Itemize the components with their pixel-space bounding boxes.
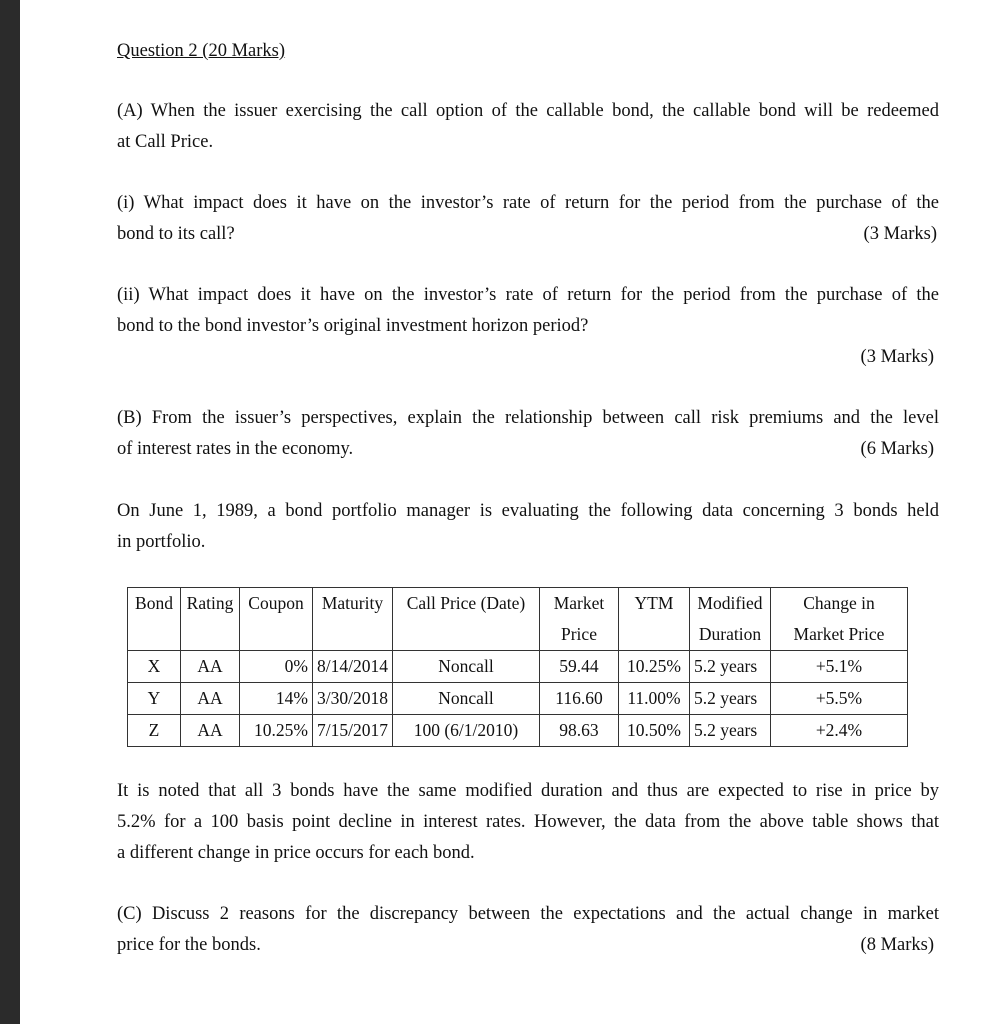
header-call-price: Call Price (Date) bbox=[392, 588, 539, 620]
part-c-line-2: price for the bonds. bbox=[117, 935, 261, 955]
cell-rating: AA bbox=[181, 651, 240, 683]
part-a-ii-paragraph bbox=[117, 280, 939, 342]
cell-change: +5.1% bbox=[770, 651, 907, 683]
left-edge-bar bbox=[0, 0, 20, 1024]
cell-duration: 5.2 years bbox=[689, 651, 770, 683]
cell-market-price: 116.60 bbox=[539, 683, 618, 715]
header-maturity: Maturity bbox=[313, 588, 393, 620]
header-change-1: Change in bbox=[770, 588, 907, 620]
cell-market-price: 59.44 bbox=[539, 651, 618, 683]
cell-coupon: 10.25% bbox=[240, 715, 313, 747]
cell-duration: 5.2 years bbox=[689, 715, 770, 747]
cell-rating: AA bbox=[181, 683, 240, 715]
part-c-line-1: (C) Discuss 2 reasons for the discrepancy between the expectations and the actual change in market bbox=[117, 904, 939, 924]
header-duration-2: Duration bbox=[689, 619, 770, 651]
header-change-2: Market Price bbox=[770, 619, 907, 651]
cell-call-price: Noncall bbox=[392, 683, 539, 715]
cell-call-price: 100 (6/1/2010) bbox=[392, 715, 539, 747]
part-c-marks: (8 Marks) bbox=[860, 935, 934, 955]
table-row bbox=[128, 683, 908, 715]
part-b-line-1: (B) From the issuer’s perspectives, explain the relationship between call risk premiums and the level bbox=[117, 408, 939, 428]
note-paragraph bbox=[117, 776, 939, 869]
header-duration-1: Modified bbox=[689, 588, 770, 620]
cell-bond: Y bbox=[128, 683, 181, 715]
note-line-2: 5.2% for a 100 basis point decline in interest rates. However, the data from the above table shows that bbox=[117, 812, 939, 832]
part-b-line-2: of interest rates in the economy. bbox=[117, 439, 354, 459]
part-a-i-paragraph bbox=[117, 188, 939, 250]
part-a-line-2: at Call Price. bbox=[117, 132, 214, 152]
intro-line-2: in portfolio. bbox=[117, 532, 206, 552]
part-a-ii-line-1: (ii) What impact does it have on the investor’s rate of return for the period from the purchase of the bbox=[117, 285, 939, 305]
bond-data-table bbox=[127, 587, 908, 747]
note-line-1: It is noted that all 3 bonds have the same modified duration and thus are expected to rise in price by bbox=[117, 781, 939, 801]
cell-rating: AA bbox=[181, 715, 240, 747]
cell-maturity: 8/14/2014 bbox=[313, 651, 393, 683]
header-rating: Rating bbox=[181, 588, 240, 620]
intro-paragraph bbox=[117, 496, 939, 558]
part-a-ii-line-2: bond to the bond investor’s original investment horizon period? bbox=[117, 316, 589, 336]
cell-change: +2.4% bbox=[770, 715, 907, 747]
cell-bond: X bbox=[128, 651, 181, 683]
cell-maturity: 7/15/2017 bbox=[313, 715, 393, 747]
part-a-paragraph bbox=[117, 96, 939, 158]
cell-ytm: 10.25% bbox=[618, 651, 689, 683]
cell-duration: 5.2 years bbox=[689, 683, 770, 715]
header-bond: Bond bbox=[128, 588, 181, 620]
cell-ytm: 10.50% bbox=[618, 715, 689, 747]
part-a-ii-marks: (3 Marks) bbox=[860, 347, 934, 367]
cell-maturity: 3/30/2018 bbox=[313, 683, 393, 715]
cell-bond: Z bbox=[128, 715, 181, 747]
cell-coupon: 14% bbox=[240, 683, 313, 715]
header-market-price-2: Price bbox=[539, 619, 618, 651]
question-title: Question 2 (20 Marks) bbox=[117, 41, 286, 61]
cell-call-price: Noncall bbox=[392, 651, 539, 683]
intro-line-1: On June 1, 1989, a bond portfolio manager is evaluating the following data concerning 3 bonds held bbox=[117, 501, 939, 521]
note-line-3: a different change in price occurs for each bond. bbox=[117, 843, 475, 863]
part-a-i-line-2: bond to its call? bbox=[117, 224, 235, 244]
part-a-line-1: (A) When the issuer exercising the call option of the callable bond, the callable bond will be redeemed bbox=[117, 101, 939, 121]
table-header-row-2 bbox=[128, 619, 908, 651]
part-c-paragraph bbox=[117, 899, 939, 961]
header-ytm: YTM bbox=[618, 588, 689, 620]
cell-change: +5.5% bbox=[770, 683, 907, 715]
header-market-price-1: Market bbox=[539, 588, 618, 620]
part-b-marks: (6 Marks) bbox=[860, 439, 934, 459]
cell-market-price: 98.63 bbox=[539, 715, 618, 747]
part-b-paragraph bbox=[117, 403, 939, 465]
part-a-i-marks: (3 Marks) bbox=[863, 224, 937, 244]
header-coupon: Coupon bbox=[240, 588, 313, 620]
table-row bbox=[128, 715, 908, 747]
cell-coupon: 0% bbox=[240, 651, 313, 683]
table-row bbox=[128, 651, 908, 683]
cell-ytm: 11.00% bbox=[618, 683, 689, 715]
table-header-row-1 bbox=[128, 588, 908, 620]
part-a-i-line-1: (i) What impact does it have on the investor’s rate of return for the period from the purchase of the bbox=[117, 193, 939, 213]
